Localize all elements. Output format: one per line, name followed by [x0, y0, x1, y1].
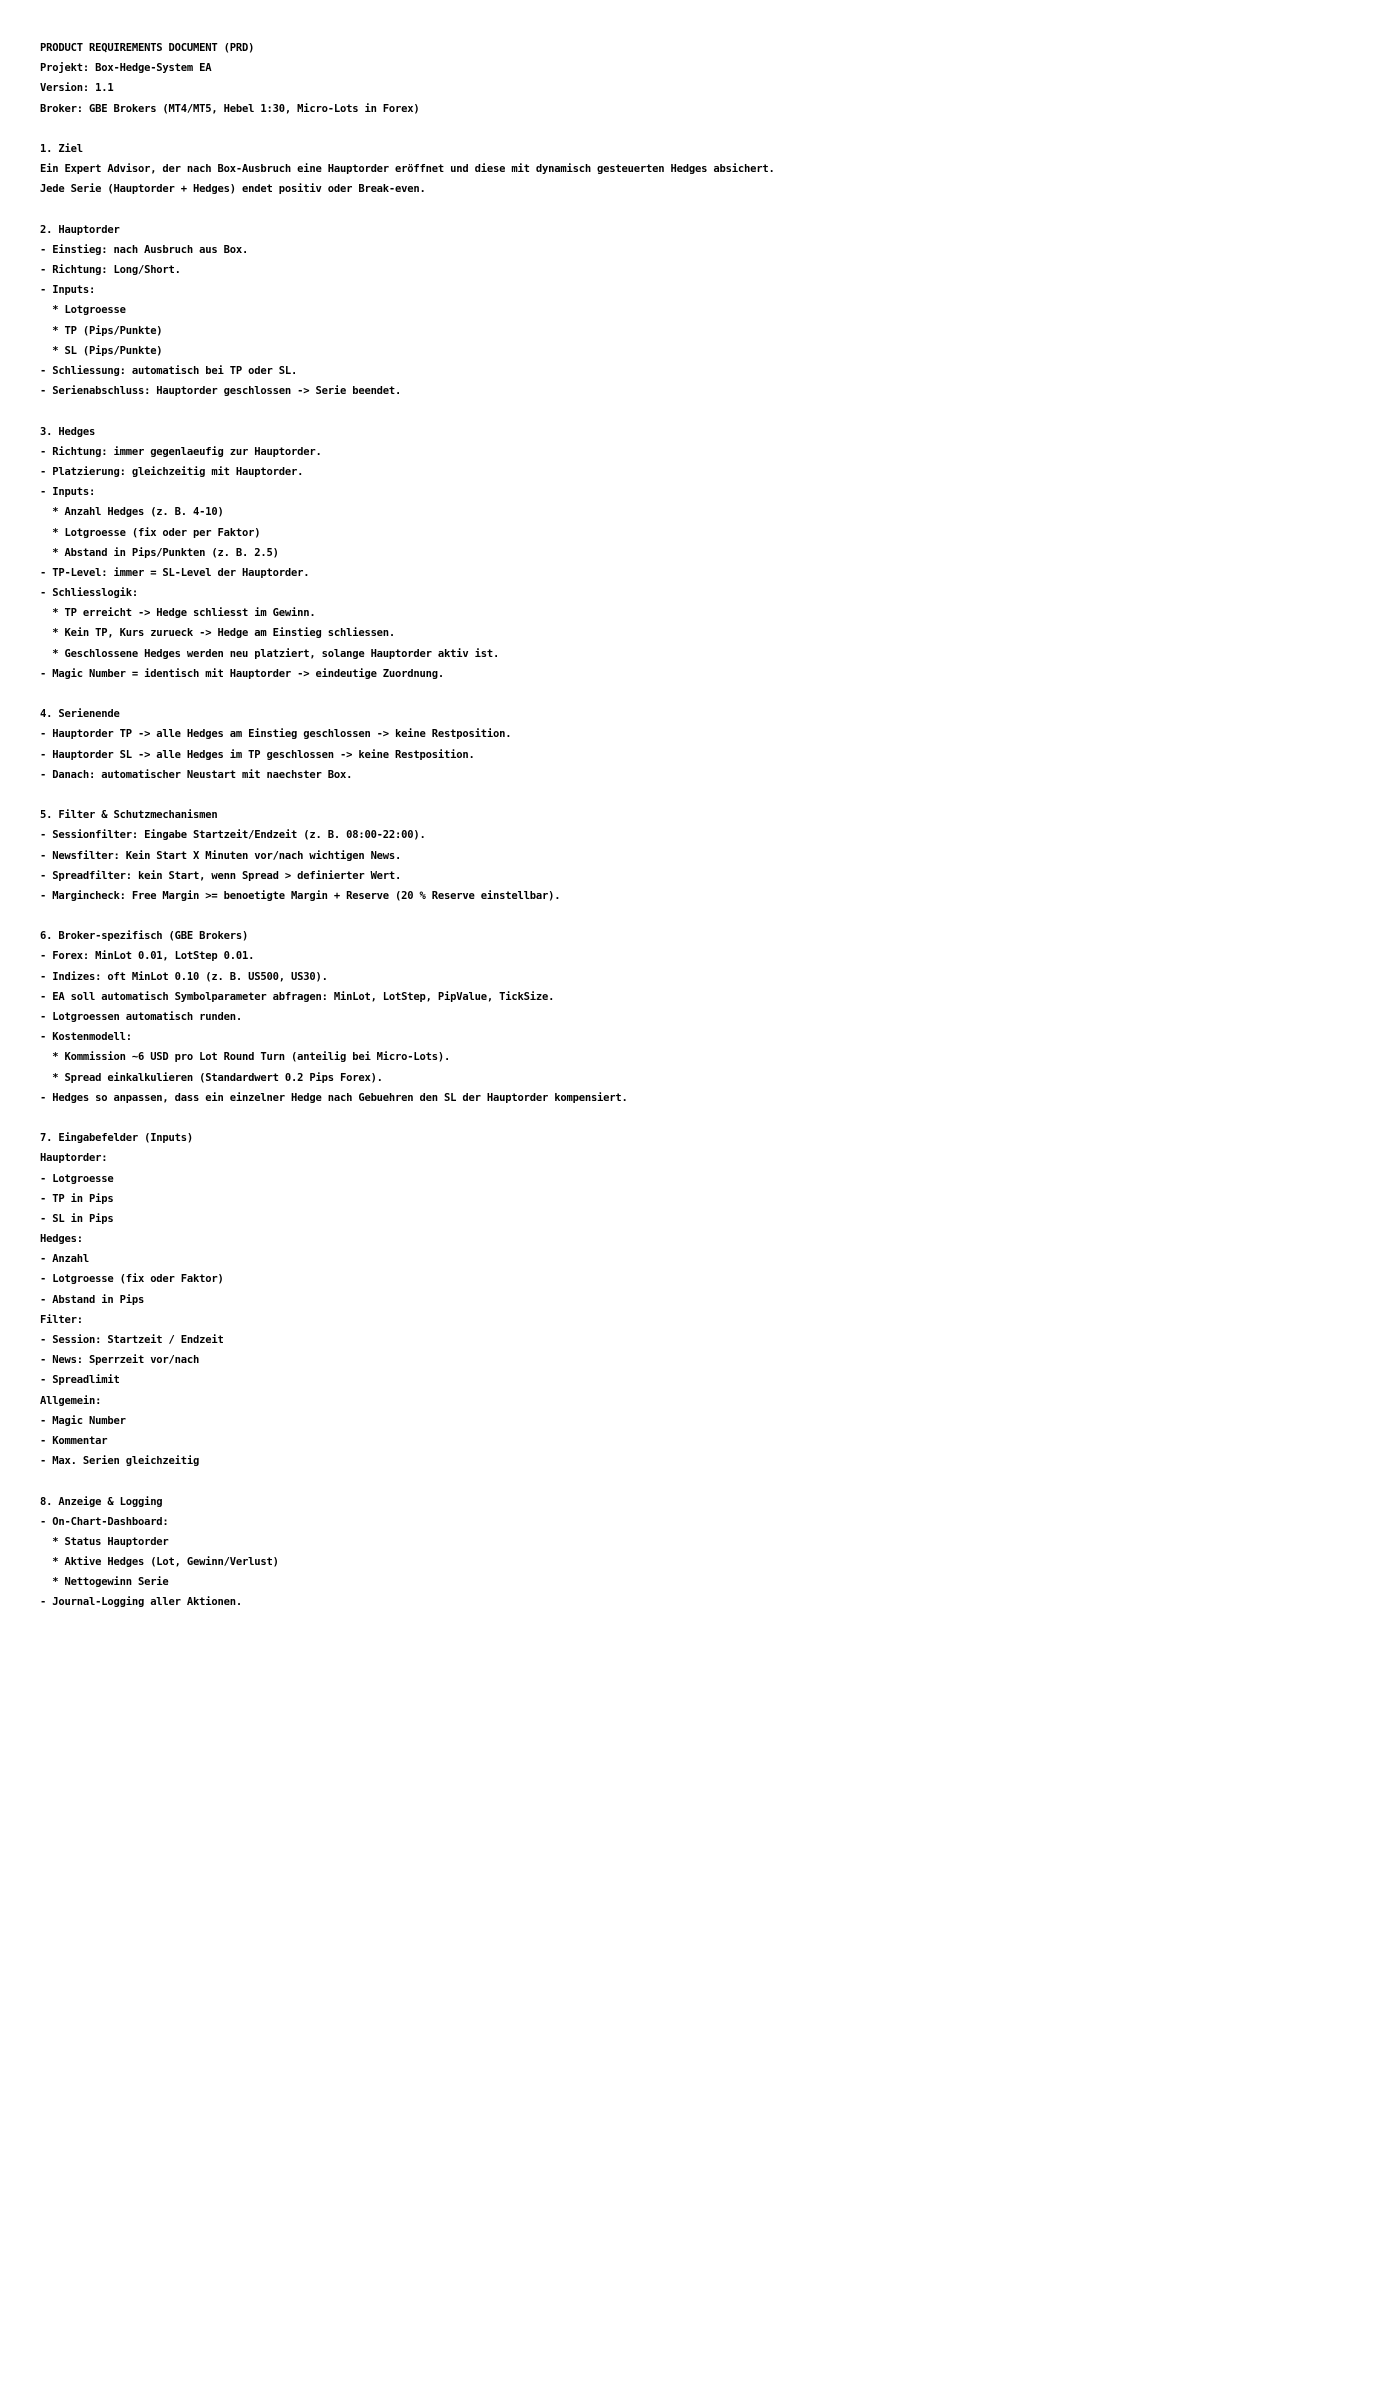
document-line: Projekt: Box-Hedge-System EA — [40, 62, 212, 75]
document-line: Allgemein: — [40, 1394, 102, 1407]
document-line: * Anzahl Hedges (z. B. 4-10) — [40, 506, 224, 519]
document-line: * TP erreicht -> Hedge schliesst im Gewinn. — [40, 607, 316, 620]
blank-line — [40, 1108, 1360, 1128]
document-line: - Hauptorder TP -> alle Hedges am Einstieg geschlossen -> keine Restposition. — [40, 728, 512, 741]
document-line: - Inputs: — [40, 284, 96, 297]
document-line: * Abstand in Pips/Punkten (z. B. 2.5) — [40, 546, 279, 559]
document-line: - Inputs: — [40, 486, 96, 499]
document-line: * Geschlossene Hedges werden neu platziert, solange Hauptorder aktiv ist. — [40, 647, 500, 660]
document-line: - On-Chart-Dashboard: — [40, 1515, 169, 1528]
document-line: - Lotgroesse (fix oder Faktor) — [40, 1273, 224, 1286]
document-line: * Spread einkalkulieren (Standardwert 0.2 Pips Forex). — [40, 1071, 383, 1084]
document-text — [40, 38, 1360, 1613]
blank-line — [40, 401, 1360, 421]
document-line: Jede Serie (Hauptorder + Hedges) endet positiv oder Break-even. — [40, 183, 426, 196]
document-line: 2. Hauptorder — [40, 223, 120, 236]
document-line: - Richtung: immer gegenlaeufig zur Hauptorder. — [40, 445, 322, 458]
blank-line — [40, 200, 1360, 220]
document-line: - Abstand in Pips — [40, 1293, 145, 1306]
document-line: - Richtung: Long/Short. — [40, 264, 181, 277]
blank-line — [40, 684, 1360, 704]
document-line: * Kommission ~6 USD pro Lot Round Turn (anteilig bei Micro-Lots). — [40, 1051, 451, 1064]
document-line: - Indizes: oft MinLot 0.10 (z. B. US500, US30). — [40, 970, 328, 983]
document-line: * Nettogewinn Serie — [40, 1576, 169, 1589]
document-line: Filter: — [40, 1313, 83, 1326]
document-line: - Sessionfilter: Eingabe Startzeit/Endzeit (z. B. 08:00-22:00). — [40, 829, 426, 842]
document-line: - Kommentar — [40, 1434, 108, 1447]
blank-line — [40, 1471, 1360, 1491]
document-line: - Anzahl — [40, 1253, 89, 1266]
document-line: - TP in Pips — [40, 1192, 114, 1205]
document-line: - Session: Startzeit / Endzeit — [40, 1334, 224, 1346]
document-line: - Schliesslogik: — [40, 587, 138, 600]
document-line: - Lotgroessen automatisch runden. — [40, 1011, 243, 1023]
document-line: - Hauptorder SL -> alle Hedges im TP geschlossen -> keine Restposition. — [40, 748, 475, 761]
document-line: - Einstieg: nach Ausbruch aus Box. — [40, 243, 249, 256]
blank-line — [40, 785, 1360, 805]
document-line: - Schliessung: automatisch bei TP oder SL. — [40, 365, 298, 377]
document-line: 3. Hedges — [40, 425, 96, 438]
document-line: 4. Serienende — [40, 708, 120, 721]
document-line: - Hedges so anpassen, dass ein einzelner Hedge nach Gebuehren den SL der Hauptorder kompensiert. — [40, 1091, 628, 1104]
document-line: - Kostenmodell: — [40, 1031, 132, 1044]
document-line: * TP (Pips/Punkte) — [40, 324, 163, 337]
document-line: 8. Anzeige & Logging — [40, 1495, 163, 1508]
document-line: Hauptorder: — [40, 1152, 108, 1165]
document-line: * Lotgroesse (fix oder per Faktor) — [40, 526, 261, 539]
document-line: Ein Expert Advisor, der nach Box-Ausbruch eine Hauptorder eröffnet und diese mit dynamisch gesteuerten Hedges absichert. — [40, 163, 775, 176]
document-line: PRODUCT REQUIREMENTS DOCUMENT (PRD) — [40, 42, 255, 54]
document-line: - Forex: MinLot 0.01, LotStep 0.01. — [40, 950, 255, 963]
blank-line — [40, 906, 1360, 926]
document-line: * Lotgroesse — [40, 304, 126, 317]
document-line: - News: Sperrzeit vor/nach — [40, 1354, 200, 1367]
document-line: - Serienabschluss: Hauptorder geschlossen -> Serie beendet. — [40, 385, 402, 398]
document-line: - TP-Level: immer = SL-Level der Hauptorder. — [40, 566, 310, 579]
document-line: * Status Hauptorder — [40, 1535, 169, 1548]
document-line: 5. Filter & Schutzmechanismen — [40, 809, 218, 822]
document-line: - Journal-Logging aller Aktionen. — [40, 1596, 243, 1609]
document-line: * Kein TP, Kurs zurueck -> Hedge am Einstieg schliessen. — [40, 627, 396, 640]
document-line: 6. Broker-spezifisch (GBE Brokers) — [40, 930, 249, 943]
document-line: 1. Ziel — [40, 142, 83, 155]
document-line: - Platzierung: gleichzeitig mit Hauptorder. — [40, 465, 304, 478]
document-line: - Magic Number — [40, 1414, 126, 1427]
document-line: Broker: GBE Brokers (MT4/MT5, Hebel 1:30, Micro-Lots in Forex) — [40, 102, 420, 115]
document-line: - Danach: automatischer Neustart mit naechster Box. — [40, 768, 353, 781]
document-line: - Margincheck: Free Margin >= benoetigte Margin + Reserve (20 % Reserve einstellbar). — [40, 889, 561, 902]
document-line: - Spreadlimit — [40, 1374, 120, 1387]
document-line: - Lotgroesse — [40, 1172, 114, 1185]
blank-line — [40, 119, 1360, 139]
document-line: - Newsfilter: Kein Start X Minuten vor/nach wichtigen News. — [40, 849, 402, 862]
document-line: 7. Eingabefelder (Inputs) — [40, 1132, 194, 1145]
document-line: * Aktive Hedges (Lot, Gewinn/Verlust) — [40, 1556, 279, 1569]
document-line: Hedges: — [40, 1233, 83, 1246]
document-line: Version: 1.1 — [40, 82, 114, 95]
document-line: * SL (Pips/Punkte) — [40, 344, 163, 357]
document-line: - Magic Number = identisch mit Hauptorder -> eindeutige Zuordnung. — [40, 667, 445, 680]
document-line: - SL in Pips — [40, 1212, 114, 1225]
document-line: - Max. Serien gleichzeitig — [40, 1455, 200, 1468]
document-line: - EA soll automatisch Symbolparameter abfragen: MinLot, LotStep, PipValue, TickSize. — [40, 990, 555, 1003]
document-line: - Spreadfilter: kein Start, wenn Spread > definierter Wert. — [40, 869, 402, 882]
